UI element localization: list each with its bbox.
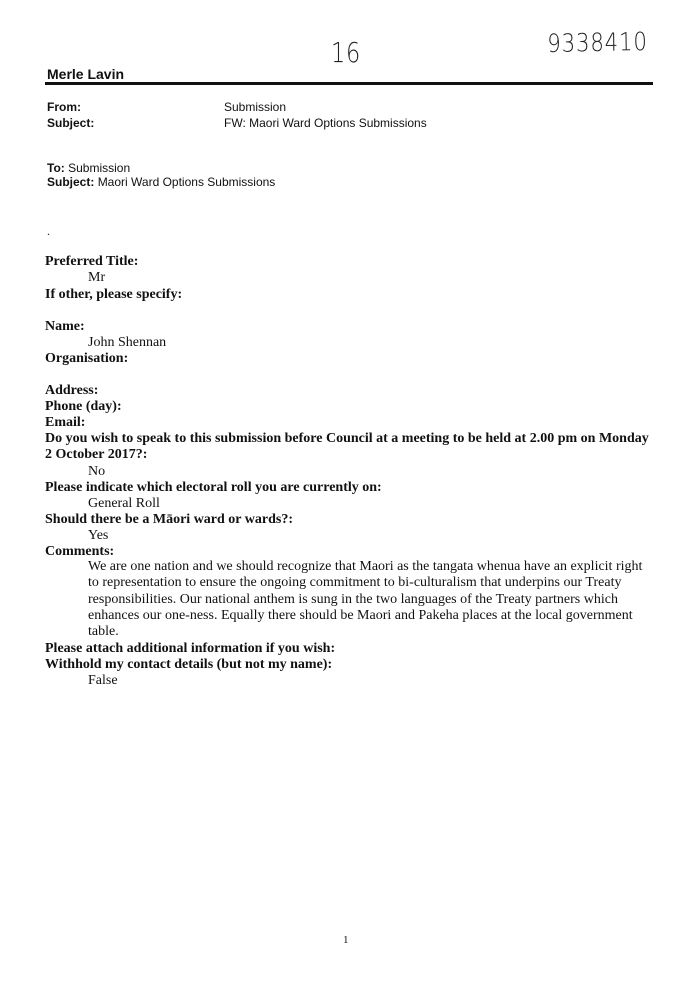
withhold-details-value: False: [88, 673, 118, 688]
subject-value: FW: Maori Ward Options Submissions: [224, 116, 427, 130]
email-author: Merle Lavin: [47, 66, 125, 82]
maori-ward-label: Should there be a Māori ward or wards?:: [45, 512, 293, 527]
from-label: From:: [47, 100, 81, 114]
phone-label: Phone (day):: [45, 399, 122, 414]
preferred-title-label: Preferred Title:: [45, 254, 139, 269]
maori-ward-value: Yes: [88, 528, 109, 543]
electoral-roll-label: Please indicate which electoral roll you are currently on:: [45, 480, 382, 495]
name-label: Name:: [45, 319, 85, 334]
page-number: 1: [343, 934, 349, 946]
withhold-details-label: Withhold my contact details (but not my name):: [45, 657, 333, 672]
name-value: John Shennan: [88, 335, 167, 350]
handwritten-document-number: 9338410: [547, 26, 649, 58]
from-value: Submission: [224, 100, 287, 114]
to-value: Submission: [68, 161, 131, 175]
handwritten-page-mark: 16: [331, 36, 362, 69]
forwarded-subject-value: Maori Ward Options Submissions: [97, 175, 276, 189]
forwarded-to-line: [47, 161, 130, 176]
if-other-label: If other, please specify:: [45, 287, 183, 302]
header-divider: [45, 82, 653, 85]
stray-dot: .: [47, 224, 50, 238]
speak-value: No: [88, 464, 106, 479]
electoral-roll-value: General Roll: [88, 496, 160, 511]
comments-label: Comments:: [45, 544, 115, 559]
speak-question-label: Do you wish to speak to this submission before Council at a meeting to be held at 2.00 pm on Monday 2 October 2017?:: [45, 431, 649, 462]
preferred-title-value: Mr: [88, 270, 106, 285]
to-label: To:: [47, 161, 65, 175]
email-label: Email:: [45, 415, 86, 430]
subject-label: Subject:: [47, 116, 95, 130]
organisation-label: Organisation:: [45, 351, 129, 366]
forwarded-subject-line: [47, 175, 275, 190]
address-label: Address:: [45, 383, 99, 398]
forwarded-subject-label: Subject:: [47, 175, 95, 189]
attach-info-label: Please attach additional information if you wish:: [45, 641, 336, 656]
comments-value: We are one nation and we should recognize that Maori as the tangata whenua have an explicit right to representation to ensure the ongoing commitment to bi-culturalism that underpins our Treaty responsibilities. Our national anthem is sung in the two languages of the Treaty partners which enhances our one-ness. Equally there should be Maori and Pakeha places at the local government table.: [88, 559, 643, 640]
